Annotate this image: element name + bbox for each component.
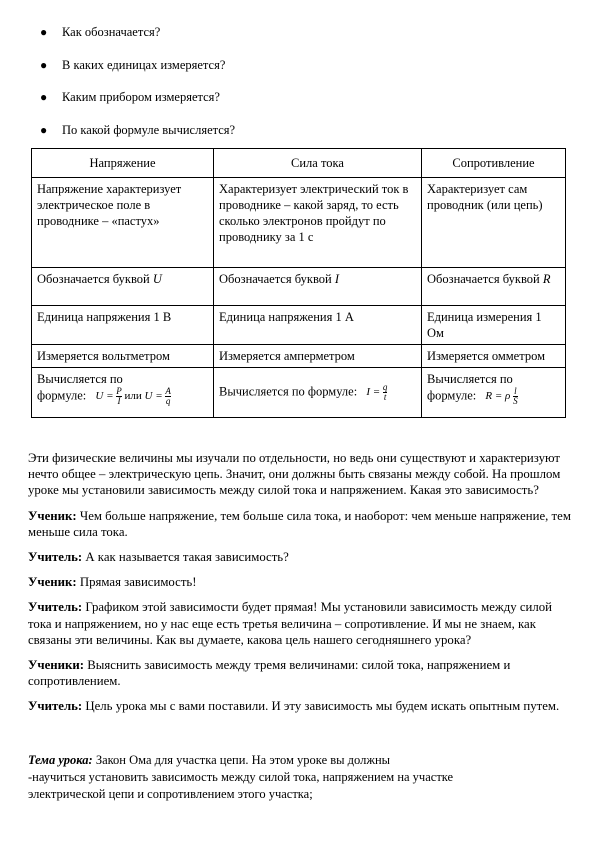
- table-cell: Измеряется амперметром: [214, 345, 422, 368]
- paragraph: [28, 549, 573, 565]
- formula-part: R = ρ: [485, 390, 511, 403]
- list-item: [40, 87, 235, 120]
- paragraph-text: Цель урока мы с вами поставили. И эту зависимость мы будем искать опытным путем.: [82, 699, 560, 714]
- bullet-icon: ●: [40, 57, 48, 72]
- speaker: Ученик:: [28, 508, 77, 523]
- table-cell: Единица напряжения 1 В: [32, 306, 214, 345]
- question-text: В каких единицах измеряется?: [62, 57, 226, 72]
- table-cell: Характеризует электрический ток в проводнике – какой заряд, то есть сколько электронов пройдут по проводнику за 1 с: [214, 178, 422, 268]
- speaker: Ученики:: [28, 658, 85, 673]
- cell-text: Обозначается буквой: [427, 272, 543, 286]
- formula-part: I =: [366, 386, 381, 399]
- table-cell: [214, 368, 422, 418]
- topic-line: -научиться установить зависимость между силой тока, напряжением на участке: [28, 770, 454, 784]
- topic-line: электрической цепи и сопротивлением этого участка;: [28, 787, 313, 801]
- cell-text: Обозначается буквой: [37, 272, 153, 286]
- table-cell: Напряжение характеризует электрическое поле в проводнике – «пастух»: [32, 178, 214, 268]
- table-cell: [32, 268, 214, 306]
- table-cell: [422, 368, 566, 418]
- speaker: Учитель:: [28, 600, 83, 615]
- symbol: I: [334, 272, 339, 286]
- paragraph-text: Чем больше напряжение, тем больше сила тока, и наоборот: чем меньше напряжение, тем меньше сила тока.: [28, 508, 571, 539]
- cell-text: Вычисляется по формуле:: [219, 384, 358, 399]
- fraction: [513, 387, 518, 406]
- cell-text: Вычисляется по: [37, 372, 123, 386]
- numerator: P: [116, 386, 122, 396]
- bullet-icon: ●: [40, 122, 48, 137]
- speaker: Учитель:: [28, 699, 83, 714]
- numerator: l: [514, 386, 517, 396]
- table-row: [32, 345, 566, 368]
- denominator: q: [165, 396, 171, 406]
- question-list: [40, 22, 235, 152]
- list-item: [40, 22, 235, 55]
- properties-table: [31, 148, 566, 418]
- fraction: [116, 387, 122, 406]
- bullet-icon: ●: [40, 90, 48, 104]
- paragraph-text: Эти физические величины мы изучали по отдельности, но ведь они существуют и характеризуют нечто общее – электрическую цепь. Значит, они должны быть связаны между собой. На прошлом уроке мы установили зависимость между силой тока и напряжением. Какая это зависимость?: [28, 451, 561, 498]
- topic-text: Закон Ома для участка цепи. На этом уроке вы должны: [92, 753, 391, 767]
- lesson-topic: [28, 752, 573, 803]
- paragraph: [28, 599, 573, 648]
- cell-text: Обозначается буквой: [219, 272, 335, 286]
- paragraph-text: А как называется такая зависимость?: [82, 550, 289, 565]
- paragraph: [28, 657, 573, 689]
- table-row: [32, 268, 566, 306]
- header-current: Сила тока: [214, 149, 422, 178]
- table-cell: Единица напряжения 1 А: [214, 306, 422, 345]
- table-cell: Единица измерения 1 Ом: [422, 306, 566, 345]
- fraction: [383, 383, 388, 402]
- denominator: t: [383, 392, 387, 402]
- formula-part: или: [124, 390, 142, 403]
- formula-current: [366, 383, 387, 402]
- question-text: Как обозначается?: [62, 25, 161, 39]
- formula-voltage: [95, 387, 171, 406]
- paragraph-text: Графиком этой зависимости будет прямая! Мы установили зависимость между силой тока и напряжением, но у нас еще есть третья величина – сопротивление. И мы не знаем, как связаны эти величины. Как вы думаете, какова цель нашего сегодняшнего урока?: [28, 600, 553, 647]
- table-header-row: [32, 149, 566, 178]
- symbol: R: [542, 272, 551, 286]
- paragraph: [28, 508, 573, 540]
- paragraph: [28, 698, 573, 714]
- denominator: I: [117, 396, 121, 406]
- topic-label: Тема урока:: [28, 753, 93, 767]
- speaker: Учитель:: [28, 550, 83, 565]
- formula-part: U =: [95, 390, 114, 403]
- table-row: [32, 368, 566, 418]
- speaker: Ученик:: [28, 575, 77, 590]
- cell-text: формуле:: [427, 388, 477, 403]
- paragraph: [28, 574, 573, 590]
- table-cell: Измеряется вольтметром: [32, 345, 214, 368]
- table-row: [32, 306, 566, 345]
- numerator: q: [382, 382, 388, 392]
- question-text: Каким прибором измеряется?: [62, 90, 220, 104]
- denominator: S: [513, 396, 518, 406]
- table-cell: Характеризует сам проводник (или цепь): [422, 178, 566, 268]
- formula-resistance: [485, 387, 517, 406]
- paragraph-text: Выяснить зависимость между тремя величинами: силой тока, напряжением и сопротивлением.: [28, 658, 511, 689]
- symbol: U: [152, 272, 162, 286]
- fraction: [165, 387, 171, 406]
- numerator: A: [165, 386, 171, 396]
- header-resistance: Сопротивление: [422, 149, 566, 178]
- list-item: [40, 55, 235, 88]
- question-text: По какой формуле вычисляется?: [62, 122, 236, 137]
- cell-text: формуле:: [37, 388, 87, 403]
- table-cell: [214, 268, 422, 306]
- table-cell: Измеряется омметром: [422, 345, 566, 368]
- header-voltage: Напряжение: [32, 149, 214, 178]
- table-row: [32, 178, 566, 268]
- table-cell: [422, 268, 566, 306]
- cell-text: Вычисляется по: [427, 372, 513, 386]
- formula-part: U =: [144, 390, 163, 403]
- paragraph-text: Прямая зависимость!: [76, 575, 197, 590]
- paragraph: [28, 450, 573, 499]
- lesson-dialogue: [28, 450, 573, 724]
- bullet-icon: ●: [40, 25, 48, 39]
- table-cell: [32, 368, 214, 418]
